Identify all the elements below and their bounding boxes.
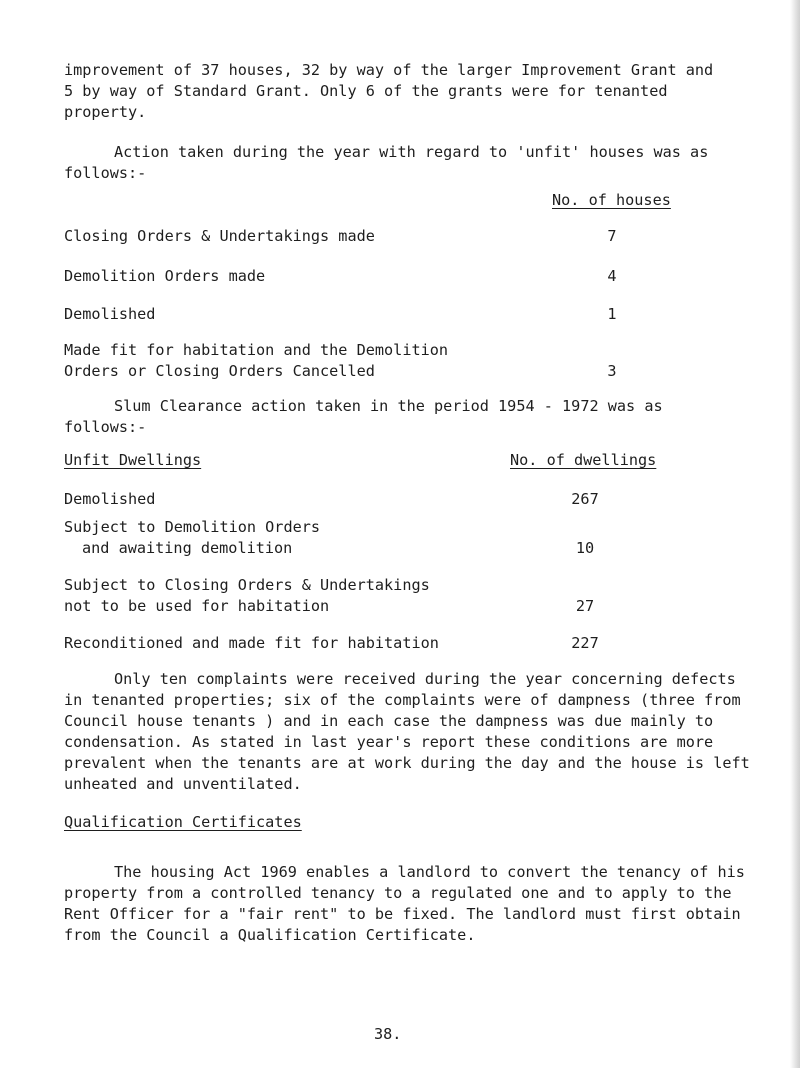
row-label: not to be used for habitation [64, 597, 330, 615]
column-header-no-of-dwellings: No. of dwellings [510, 451, 657, 469]
column-header-unfit-dwellings: Unfit Dwellings [64, 451, 202, 469]
text-line: Slum Clearance action taken in the period 1954 - 1972 was as [114, 397, 663, 415]
text-line: follows:- [64, 164, 147, 182]
row-label: Reconditioned and made fit for habitation [64, 634, 439, 652]
section-heading: Qualification Certificates [64, 813, 302, 831]
complaints-paragraph [64, 669, 754, 795]
text-line: Action taken during the year with regard to 'unfit' houses was as [114, 143, 709, 161]
row-label: Demolition Orders made [64, 267, 266, 285]
text-line: property from a controlled tenancy to a regulated one and to apply to the [64, 884, 732, 902]
text-line: improvement of 37 houses, 32 by way of the larger Improvement Grant and [64, 61, 714, 79]
row-label: Subject to Demolition Orders [64, 518, 321, 536]
text-line: The housing Act 1969 enables a landlord to convert the tenancy of his [114, 863, 745, 881]
row-label: Demolished [64, 305, 156, 323]
row-value: 227 [571, 634, 599, 652]
text-line: Council house tenants ) and in each case the dampness was due mainly to [64, 712, 714, 730]
row-value: 3 [607, 362, 617, 380]
row-value: 27 [575, 597, 595, 615]
text-line: condensation. As stated in last year's report these conditions are more [64, 733, 714, 751]
text-line: 5 by way of Standard Grant. Only 6 of the grants were for tenanted [64, 82, 668, 100]
text-line: prevalent when the tenants are at work during the day and the house is left [64, 754, 750, 772]
row-value: 7 [607, 227, 617, 245]
row-value: 10 [575, 539, 595, 557]
text-line: Only ten complaints were received during the year concerning defects [114, 670, 736, 688]
row-label: Orders or Closing Orders Cancelled [64, 362, 375, 380]
unfit-intro-paragraph [64, 142, 754, 184]
text-line: from the Council a Qualification Certificate. [64, 926, 476, 944]
text-line: in tenanted properties; six of the complaints were of dampness (three from [64, 691, 741, 709]
row-label: Demolished [64, 490, 156, 508]
text-line: unheated and unventilated. [64, 775, 302, 793]
row-value: 267 [571, 490, 599, 508]
row-label: Made fit for habitation and the Demolition [64, 341, 449, 359]
qualification-paragraph [64, 862, 754, 946]
slum-intro-paragraph [64, 396, 754, 438]
page-edge-shadow [790, 0, 800, 1068]
intro-paragraph [64, 60, 754, 123]
row-value: 1 [607, 305, 617, 323]
row-label: and awaiting demolition [82, 539, 293, 557]
text-line: property. [64, 103, 147, 121]
text-line: follows:- [64, 418, 147, 436]
row-label: Subject to Closing Orders & Undertakings [64, 576, 430, 594]
row-label: Closing Orders & Undertakings made [64, 227, 375, 245]
text-line: Rent Officer for a "fair rent" to be fixed. The landlord must first obtain [64, 905, 741, 923]
row-value: 4 [607, 267, 617, 285]
page-number: 38. [374, 1025, 402, 1043]
column-header-no-of-houses: No. of houses [552, 191, 671, 209]
